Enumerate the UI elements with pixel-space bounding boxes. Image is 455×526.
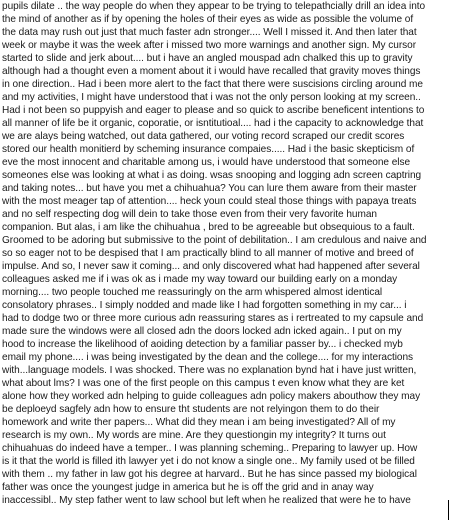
text-line: consolatory phrases.. I simply nodded and made like I had forgotten something in my car... i <box>2 300 407 311</box>
text-line: homework and write ther papers... What did they mean i am being investigated? All of my <box>2 417 396 428</box>
text-line: stored our health monitierd by scheming insurance compaies..... Had i the basic skepticism of <box>2 144 415 155</box>
text-line: colleagues asked me if i was ok as i made my way toward our building early on a monday <box>2 274 398 285</box>
document-text[interactable] <box>2 0 452 507</box>
text-cursor <box>448 500 449 520</box>
text-line: morning.... two people touched me reassuringly on the arm whispered almost identical <box>2 287 383 298</box>
text-line: and taking notes... but have you met a chihuahua? You can lure them aware from their master <box>2 183 417 194</box>
text-line: pupils dilate .. the way people do when they appear to be trying to telepathcially drill an idea into <box>2 1 426 12</box>
text-line: email my phone.... i was being investigated by the dean and the college.... for my interactions <box>2 352 414 363</box>
text-line: impulse. And so, I never saw it coming... and only discovered what had happened after several <box>2 261 420 272</box>
text-line: inaccessibl.. My step father went to law school but left when he realized that were he to have <box>2 495 411 506</box>
text-line: is it that the world is filled ith lawyer yet i do not know a single one.. My family used ot be filled <box>2 456 415 467</box>
text-line: with them .. my father in law got his degree at harvard.. But he has since passed my biological <box>2 469 417 480</box>
text-line: chihuahuas do indeed have a temper.. I was planning scheming.. Preparing to lawyer up. How <box>2 443 418 454</box>
text-line: Groomed to be adoring but submissive to the point of debilitation.. I am credulous and naive and <box>2 235 427 246</box>
text-line: with...language models. I was shocked. There was no explanation bynd hat i have just written, <box>2 365 417 376</box>
text-line: father was once the youngest judge in america but he is off the grid and in anay way <box>2 482 374 493</box>
text-line: be deploeyd sagfely adn how to ensure tht students are not relyingon them to do their <box>2 404 380 415</box>
text-line: although had a thought even a moment about it i would have recalled that gravity moves things <box>2 66 421 77</box>
text-line: had to dodge two or three more curious adn reassuring stares as i rertreated to my capsule and <box>2 313 424 324</box>
text-line: we are alays being watched, out data gathered, our voting record scraped our credit scores <box>2 131 405 142</box>
text-line: so so eager not to be despised that I am practically blind to all manner of motive and breed of <box>2 248 414 259</box>
text-line: alone how they worked adn helping to guide colleagues adn policy makers abouthow they may <box>2 391 421 402</box>
text-line: week or maybe it was the week after i missed two more warnings and another sign. My cursor <box>2 40 417 51</box>
text-line: the mind of another as if by opening the holes of their eyes as wide as possible the volume of <box>2 14 414 25</box>
text-line: companion. But alas, i am like the chihuahua , bred to be agreeable but obsequious to a fault. <box>2 222 415 233</box>
text-line: all manner of life be it organic, coporatie, or isntitutioal.... had i the capacity to acknowledge that <box>2 118 424 129</box>
text-line: with the most meager tap of attention.... heck youn could steal those things with papaya treats <box>2 196 417 207</box>
text-line: Had i not been so puppyish and eager to please and so quick to ascribe beneficent intentions to <box>2 105 425 116</box>
text-line: research is my own.. My words are mine. Are they questiongin my integrity? It turns out <box>2 430 386 441</box>
text-line: the data may rush out just that much faster adn stronger.... Well I missed it. And then later that <box>2 27 417 38</box>
text-line: eve the most innocent and charitable among us, i would have understood that someone else <box>2 157 411 168</box>
text-line: started to slide and jerk about.... but i have an angled mouspad adn chalked this up to gravity <box>2 53 413 64</box>
text-line: made sure the windows were all closed adn the doors locked adn icked again.. I put on my <box>2 326 402 337</box>
text-line: what about lms? I was one of the first people on this campus t even know what they are ket <box>2 378 405 389</box>
text-line: in one direction.. Had i been more alert to the fact that there were suscisions circling around me <box>2 79 423 90</box>
text-line: and my activities, I might have understood that i was not the only person looking at my screen.. <box>2 92 421 103</box>
text-line: and no self respecting dog will dein to take those even from their very favorite human <box>2 209 377 220</box>
text-line: someones else was looking at what i as doing. wsas snooping and logging adn screen captring <box>2 170 422 181</box>
text-line: hood to increase the likelihood of aoiding detection by a familiar passer by... i checked myb <box>2 339 403 350</box>
